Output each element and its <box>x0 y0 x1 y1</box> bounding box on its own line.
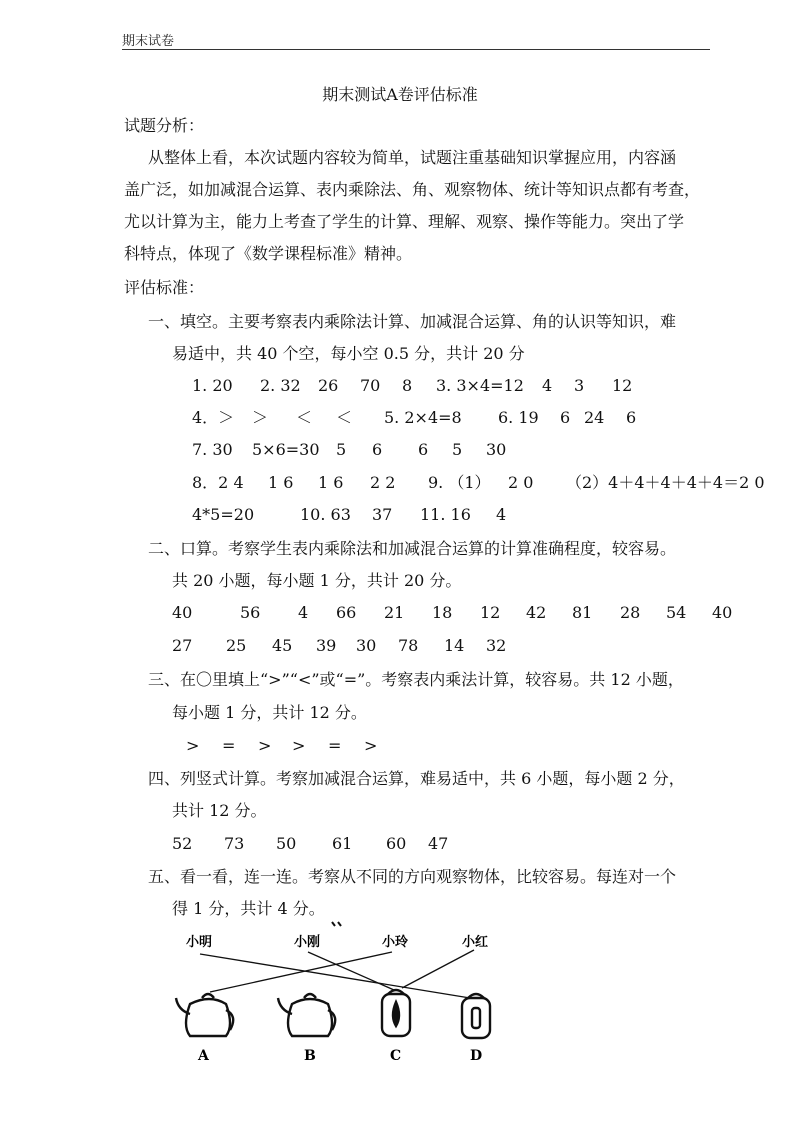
answer-cell: 70 <box>360 376 381 395</box>
answer-cell: 4．＞ <box>192 408 235 427</box>
analysis-line-4: 科特点，体现了《数学课程标准》精神。 <box>124 244 413 263</box>
answer-cell: 39 <box>316 636 337 655</box>
answer-cell: 5×6=30 <box>252 440 320 459</box>
s3-answer-row <box>0 736 800 756</box>
match-line <box>210 952 392 992</box>
answer-cell: 7. 30 <box>192 440 233 459</box>
answer-cell: > <box>258 736 272 755</box>
s1-answer-row-3 <box>0 440 800 460</box>
answer-cell: 10. 63 <box>300 505 351 524</box>
answer-cell: 5 <box>452 440 463 459</box>
s2-line-2: 共 20 小题，每小题 1 分，共计 20 分。 <box>172 571 462 590</box>
s1-answer-row-2 <box>0 408 800 428</box>
s1-answer-row-5 <box>0 505 800 525</box>
answer-cell: 37 <box>372 505 393 524</box>
answer-cell: 52 <box>172 834 193 853</box>
answer-cell: 32 <box>486 636 507 655</box>
analysis-line-3: 尤以计算为主，能力上考查了学生的计算、理解、观察、操作等能力。突出了学 <box>124 212 685 231</box>
answer-cell: ＜ <box>336 408 353 427</box>
answer-cell: 27 <box>172 636 193 655</box>
answer-cell: 3. 3×4=12 <box>436 376 524 395</box>
answer-cell: 21 <box>384 603 405 622</box>
s1-line-1: 一、填空。主要考察表内乘除法计算、加减混合运算、角的认识等知识，难 <box>148 312 677 331</box>
answer-cell: 18 <box>432 603 453 622</box>
s4-line-1: 四、列竖式计算。考察加减混合运算，难易适中，共 6 小题，每小题 2 分， <box>148 769 685 788</box>
match-line <box>308 952 394 990</box>
s2-line-1: 二、口算。考察学生表内乘除法和加减混合运算的计算准确程度，较容易。 <box>148 539 677 558</box>
person-label: 小红 <box>462 935 489 950</box>
answer-cell: 61 <box>332 834 353 853</box>
answer-cell: 5. 2×4=8 <box>384 408 462 427</box>
answer-cell: 60 <box>386 834 407 853</box>
s4-answer-row <box>0 834 800 854</box>
answer-cell: = <box>222 736 236 755</box>
answer-cell: 30 <box>356 636 377 655</box>
kettle-b-icon <box>278 994 335 1036</box>
answer-cell: 2. 32 <box>260 376 301 395</box>
answer-cell: 6 <box>372 440 383 459</box>
answer-cell: 12 <box>480 603 501 622</box>
answer-cell: 1 6 <box>318 473 344 492</box>
page-header-text: 期末试卷 <box>122 34 175 49</box>
answer-cell: 2 2 <box>370 473 396 492</box>
s5-line-1: 五、看一看，连一连。考察从不同的方向观察物体，比较容易。每连对一个 <box>148 867 677 886</box>
answer-cell: 11. 16 <box>420 505 471 524</box>
answer-cell: 73 <box>224 834 245 853</box>
answer-cell: 6 <box>626 408 637 427</box>
s3-line-2: 每小题 1 分，共计 12 分。 <box>172 703 367 722</box>
s2-answer-row-1 <box>0 603 800 623</box>
answer-cell: 4*5=20 <box>192 505 255 524</box>
answer-cell: 66 <box>336 603 357 622</box>
answer-cell: > <box>292 736 306 755</box>
top-marks <box>332 922 341 926</box>
answer-cell: 5 <box>336 440 347 459</box>
answer-cell: 9. （1） <box>428 473 491 492</box>
answer-cell: 4 <box>496 505 507 524</box>
answer-cell: 78 <box>398 636 419 655</box>
person-label: 小明 <box>186 935 213 950</box>
answer-cell: 40 <box>172 603 193 622</box>
s1-answer-row-4 <box>0 473 800 493</box>
answer-cell: 12 <box>612 376 633 395</box>
answer-cell: > <box>186 736 200 755</box>
match-line <box>402 950 474 988</box>
answer-cell: 8 <box>402 376 413 395</box>
answer-cell: 8．2 4 <box>192 473 244 492</box>
answer-cell: ＞ <box>252 408 269 427</box>
answer-cell: 3 <box>574 376 585 395</box>
option-letter: D <box>470 1048 483 1064</box>
match-line <box>200 954 470 998</box>
answer-cell: 6. 19 <box>498 408 539 427</box>
page-title: 期末测试A卷评估标准 <box>322 85 478 104</box>
standard-heading: 评估标准： <box>124 278 205 297</box>
header-rule <box>122 49 710 50</box>
answer-cell: （2）4＋4＋4＋4＋4＝2 0 <box>566 473 765 492</box>
kettle-c-icon <box>382 990 410 1036</box>
answer-cell: 42 <box>526 603 547 622</box>
answer-cell: 24 <box>584 408 605 427</box>
answer-cell: 81 <box>572 603 593 622</box>
answer-cell: > <box>364 736 378 755</box>
answer-cell: 26 <box>318 376 339 395</box>
answer-cell: 4 <box>542 376 553 395</box>
answer-cell: = <box>328 736 342 755</box>
answer-cell: 25 <box>226 636 247 655</box>
answer-cell: 47 <box>428 834 449 853</box>
analysis-line-1: 从整体上看，本次试题内容较为简单，试题注重基础知识掌握应用，内容涵 <box>148 148 677 167</box>
answer-cell: 6 <box>560 408 571 427</box>
answer-cell: 2 0 <box>508 473 534 492</box>
answer-cell: ＜ <box>296 408 313 427</box>
s3-line-1: 三、在〇里填上“>”“<”或“=”。考察表内乘法计算，较容易。共 12 小题， <box>148 670 684 689</box>
answer-cell: 6 <box>418 440 429 459</box>
s1-answer-row-1 <box>0 376 800 396</box>
option-letter: C <box>390 1048 402 1064</box>
person-label: 小刚 <box>294 935 321 950</box>
analysis-heading: 试题分析： <box>124 116 205 135</box>
observation-matching-figure <box>170 918 530 1068</box>
person-label: 小玲 <box>382 935 409 950</box>
s5-line-2: 得 1 分，共计 4 分。 <box>172 899 325 918</box>
answer-cell: 14 <box>444 636 465 655</box>
answer-cell: 1. 20 <box>192 376 233 395</box>
s2-answer-row-2 <box>0 636 800 656</box>
kettle-d-icon <box>462 994 490 1038</box>
answer-cell: 40 <box>712 603 733 622</box>
answer-cell: 4 <box>298 603 309 622</box>
s1-line-2: 易适中，共 40 个空，每小空 0.5 分，共计 20 分 <box>172 344 525 363</box>
analysis-line-2: 盖广泛，如加减混合运算、表内乘除法、角、观察物体、统计等知识点都有考查， <box>124 180 701 199</box>
answer-cell: 56 <box>240 603 261 622</box>
answer-cell: 28 <box>620 603 641 622</box>
answer-cell: 30 <box>486 440 507 459</box>
answer-cell: 54 <box>666 603 687 622</box>
kettle-a-icon <box>176 994 233 1036</box>
option-letter: A <box>198 1048 209 1064</box>
option-letter: B <box>304 1048 316 1064</box>
answer-cell: 1 6 <box>268 473 294 492</box>
answer-cell: 45 <box>272 636 293 655</box>
s4-line-2: 共计 12 分。 <box>172 801 267 820</box>
answer-cell: 50 <box>276 834 297 853</box>
